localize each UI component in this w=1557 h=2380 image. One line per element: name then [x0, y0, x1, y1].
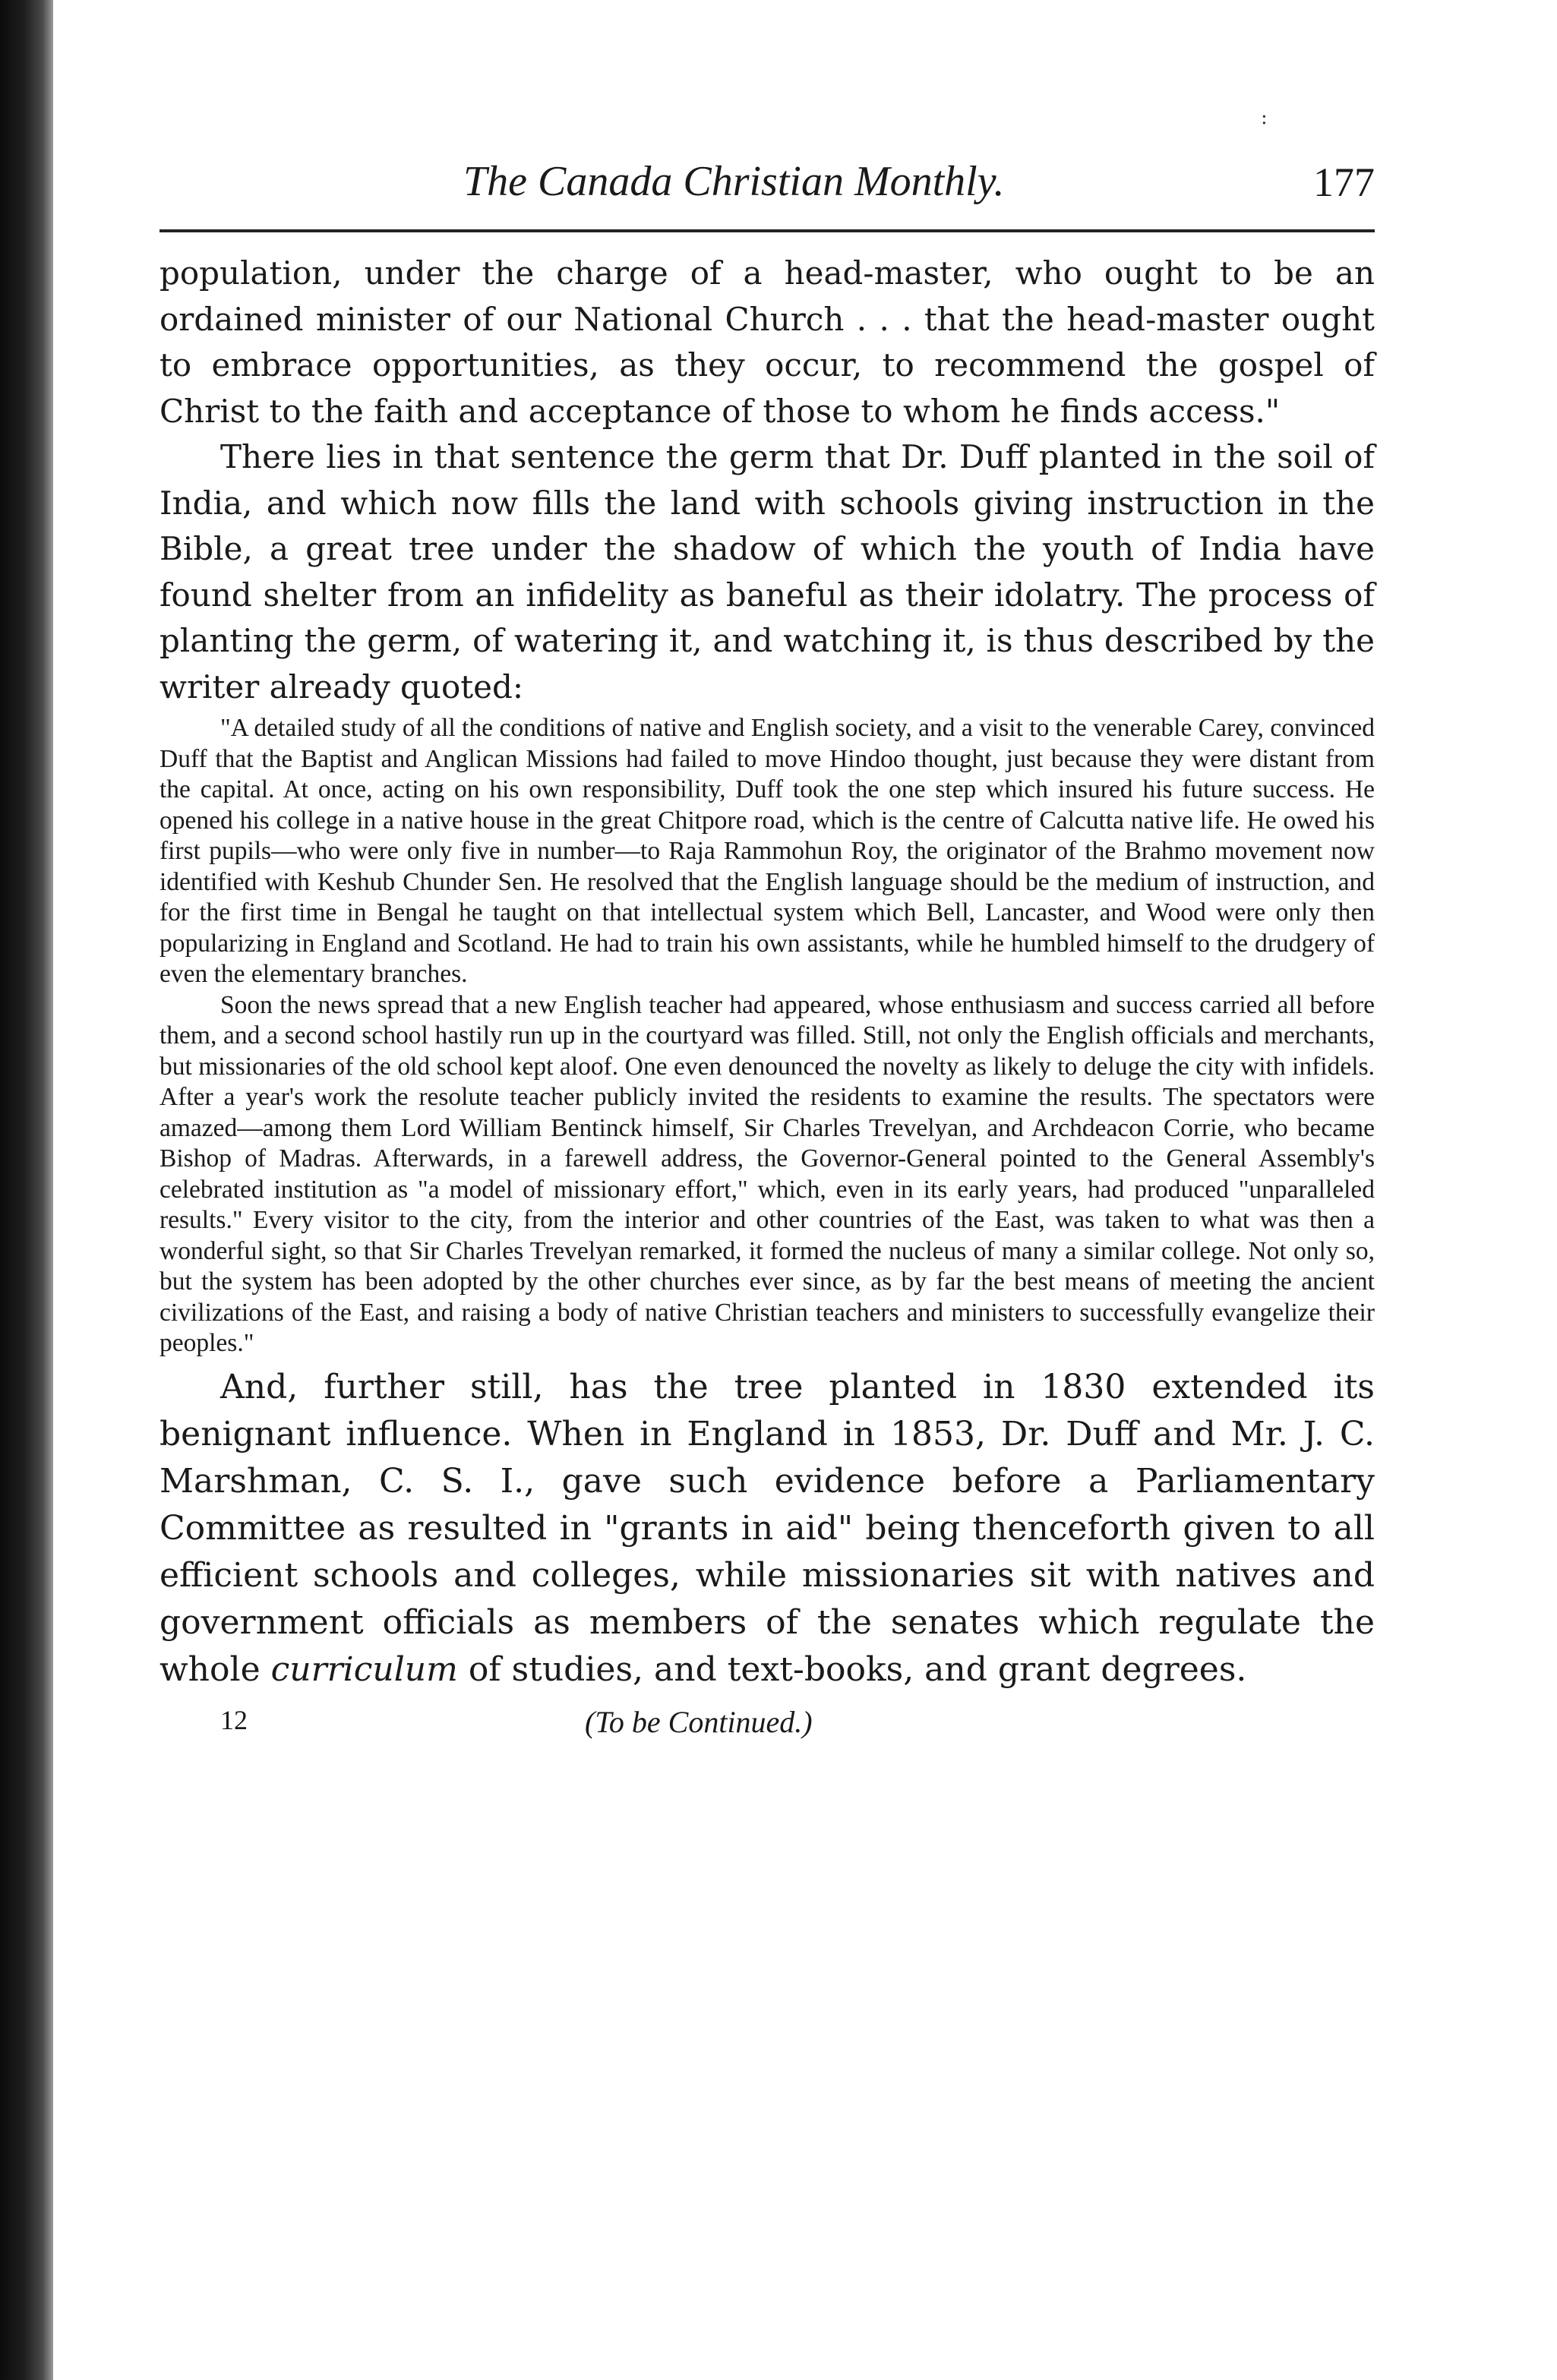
corner-mark: : — [1261, 106, 1268, 129]
header-rule — [159, 229, 1375, 232]
continued-note: (To be Continued.) — [585, 1704, 813, 1739]
signature-mark: 12 — [220, 1704, 248, 1735]
paragraph-3-text-b: of studies, and text-books, and grant degrees. — [457, 1649, 1247, 1689]
block-quotation — [159, 713, 1375, 1359]
paragraph-1: population, under the charge of a head-master, who ought to be an ordained minister of our National Church . . . that the head-master ought to embrace opportunities, as they occur, to recommend the gospel of Christ to the faith and acceptance of those to whom he finds access." — [159, 254, 1375, 430]
quote-paragraph-1: "A detailed study of all the conditions of native and English society, and a visit to the venerable Carey, convinced Duff that the Baptist and Anglican Missions had failed to move Hindoo thought, just because they were distant from the capital. At once, acting on his own responsibility, Duff took the one step which insured his future success. He opened his college in a native house in the great Chitpore road, which is the centre of Calcutta native life. He owed his first pupils—who were only five in number—to Raja Rammohun Roy, the originator of the Brahmo movement now identified with Keshub Chunder Sen. He resolved that the English language should be the medium of instruction, and for the first time in Bengal he taught on that intellectual system which Bell, Lancaster, and Wood were only then popularizing in England and Scotland. He had to train his own assistants, while he humbled himself to the drudgery of even the elementary branches. — [159, 714, 1375, 988]
paragraph-3-italic: curriculum — [270, 1649, 458, 1689]
paragraph-3 — [159, 1364, 1375, 1693]
page-number: 177 — [1313, 159, 1375, 205]
quote-paragraph-2: Soon the news spread that a new English teacher had appeared, whose enthusiasm and success carried all before them, and a second school hastily run up in the courtyard was filled. Still, not only the English officials and merchants, but missionaries of the old school kept aloof. One even denounced the novelty as likely to deluge the city with infidels. After a year's work the resolute teacher publicly invited the residents to examine the results. The spectators were amazed—among them Lord William Bentinck himself, Sir Charles Trevelyan, and Archdeacon Corrie, who became Bishop of Madras. Afterwards, in a farewell address, the Governor-General pointed to the General Assembly's celebrated institution as "a model of missionary effort," which, even in its early years, had produced "unparalleled results." Every visitor to the city, from the interior and other countries of the East, was taken to what was then a wonderful sight, so that Sir Charles Trevelyan remarked, it formed the nucleus of many a similar college. Not only so, but the system has been adopted by the other churches ever since, as by far the best means of meeting the ancient civilizations of the East, and raising a body of native Christian teachers and ministers to successfully evangelize their peoples." — [159, 990, 1375, 1357]
page-footer — [159, 1704, 1375, 1750]
page-binding-edge — [0, 0, 53, 2380]
journal-title: The Canada Christian Monthly. — [463, 158, 1005, 205]
running-header — [159, 140, 1375, 209]
paragraph-3-text-a: And, further still, has the tree planted in 1830 extended its benignant influence. When in England in 1853, Dr. Duff and Mr. J. C. Marshman, C. S. I., gave such evidence before a Parliamentary Committee as resulted in "grants in aid" being thenceforth given to all efficient schools and colleges, while missionaries sit with natives and government officials as members of the senates which regulate the whole — [159, 1367, 1375, 1689]
article-body — [159, 251, 1375, 1750]
paragraph-2: There lies in that sentence the germ that Dr. Duff planted in the soil of India, and which now fills the land with schools giving instruction in the Bible, a great tree under the shadow of which the youth of India have found shelter from an infidelity as baneful as their idolatry. The process of planting the germ, of watering it, and watching it, is thus described by the writer already quoted: — [159, 438, 1375, 705]
